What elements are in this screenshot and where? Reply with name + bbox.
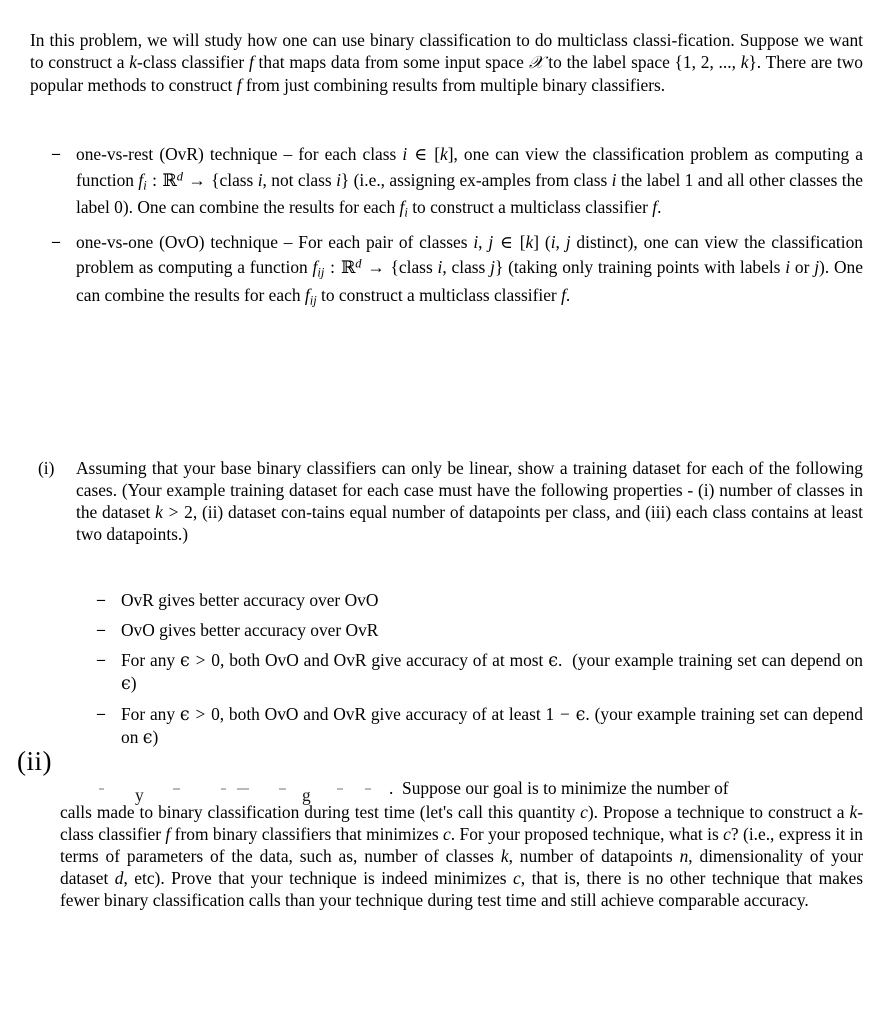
one-vs-one-bullet	[50, 231, 863, 312]
part-ii-first-line-tail: . Suppose our goal is to minimize the number of	[389, 778, 729, 798]
methods-list	[50, 143, 863, 318]
one-vs-rest-bullet	[50, 143, 863, 224]
part-ii-body: calls made to binary classification during test time (let's call this quantity c). Propose a technique to construct a k-class classifier f from binary classifiers that minimizes c. For your proposed technique, what is c? (i.e., express it in terms of parameters of the data, such as, number of classes k, number of datapoints n, dimensionality of your dataset d, etc). Prove that your technique is indeed minimizes c, that is, there is no other technique that makes fewer binary classification calls than your technique during test time and still achieve comparable accuracy.	[60, 802, 864, 910]
intro-paragraph: In this problem, we will study how one can use binary classification to do multiclass classi-fication. Suppose we want to construct a k-class classifier f that maps data from some input space 𝒳 to the label space {1, 2, ..., k}. There are two popular methods to construct f from just combining results from multiple binary classifiers.	[30, 30, 863, 95]
part-i-cases-list	[97, 589, 863, 757]
part-ii-marker: (ii)	[17, 746, 52, 776]
bullet-dash-icon: –	[97, 705, 105, 722]
bullet-dash-icon: –	[97, 651, 105, 668]
part-i-marker: (i)	[38, 458, 55, 478]
bullet-dash-icon: –	[52, 145, 60, 162]
part-i-text: Assuming that your base binary classifiers can only be linear, show a training dataset for each of the following cases. (Your example training dataset for each case must have the following properties - (i) number of classes in the dataset k > 2, (ii) dataset con-tains equal number of datapoints per class, and (iii) each class contains at least two datapoints.)	[76, 458, 863, 544]
bullet-dash-icon: –	[97, 591, 105, 608]
one-vs-one-text: one-vs-one (OvO) technique – For each pair of classes i, j ∈ [k] (i, j distinct), one can view the classification problem as computing a function $f_{ij}$ : ℝ$^d$ → {class i, class j} (taking only training points with labels i or j). One can combine the results for each $f_{ij}$ to construct a multiclass classifier f.	[76, 231, 863, 308]
case-ovr-better-text: OvR gives better accuracy over OvO	[121, 590, 379, 610]
one-vs-rest-text: one-vs-rest (OvR) technique – for each class i ∈ [k], one can view the classification problem as computing a function $f_i$ : ℝ$^d$ → {class i, not class i} (i.e., assigning ex-amples from class i the label 1 and all other classes the label 0). One can combine the results for each $f_i$ to construct a multiclass classifier f.	[76, 144, 864, 220]
bullet-dash-icon: –	[52, 232, 60, 250]
case-ovo-better	[97, 619, 863, 641]
redaction-residue: y g	[97, 788, 397, 791]
case-accuracy-at-least-one-minus-epsilon-text: For any ϵ > 0, both OvO and OvR give accuracy of at least 1 − ϵ. (your example training set can depend on ϵ)	[121, 704, 863, 748]
case-ovr-better	[97, 589, 863, 611]
part-i	[38, 457, 863, 545]
case-accuracy-at-least-one-minus-epsilon	[97, 703, 863, 749]
case-ovo-better-text: OvO gives better accuracy over OvR	[121, 620, 379, 640]
case-accuracy-at-most-epsilon	[97, 649, 863, 695]
bullet-dash-icon: –	[97, 621, 105, 638]
case-accuracy-at-most-epsilon-text: For any ϵ > 0, both OvO and OvR give accuracy of at most ϵ. (your example training set can depend on ϵ)	[121, 650, 864, 694]
